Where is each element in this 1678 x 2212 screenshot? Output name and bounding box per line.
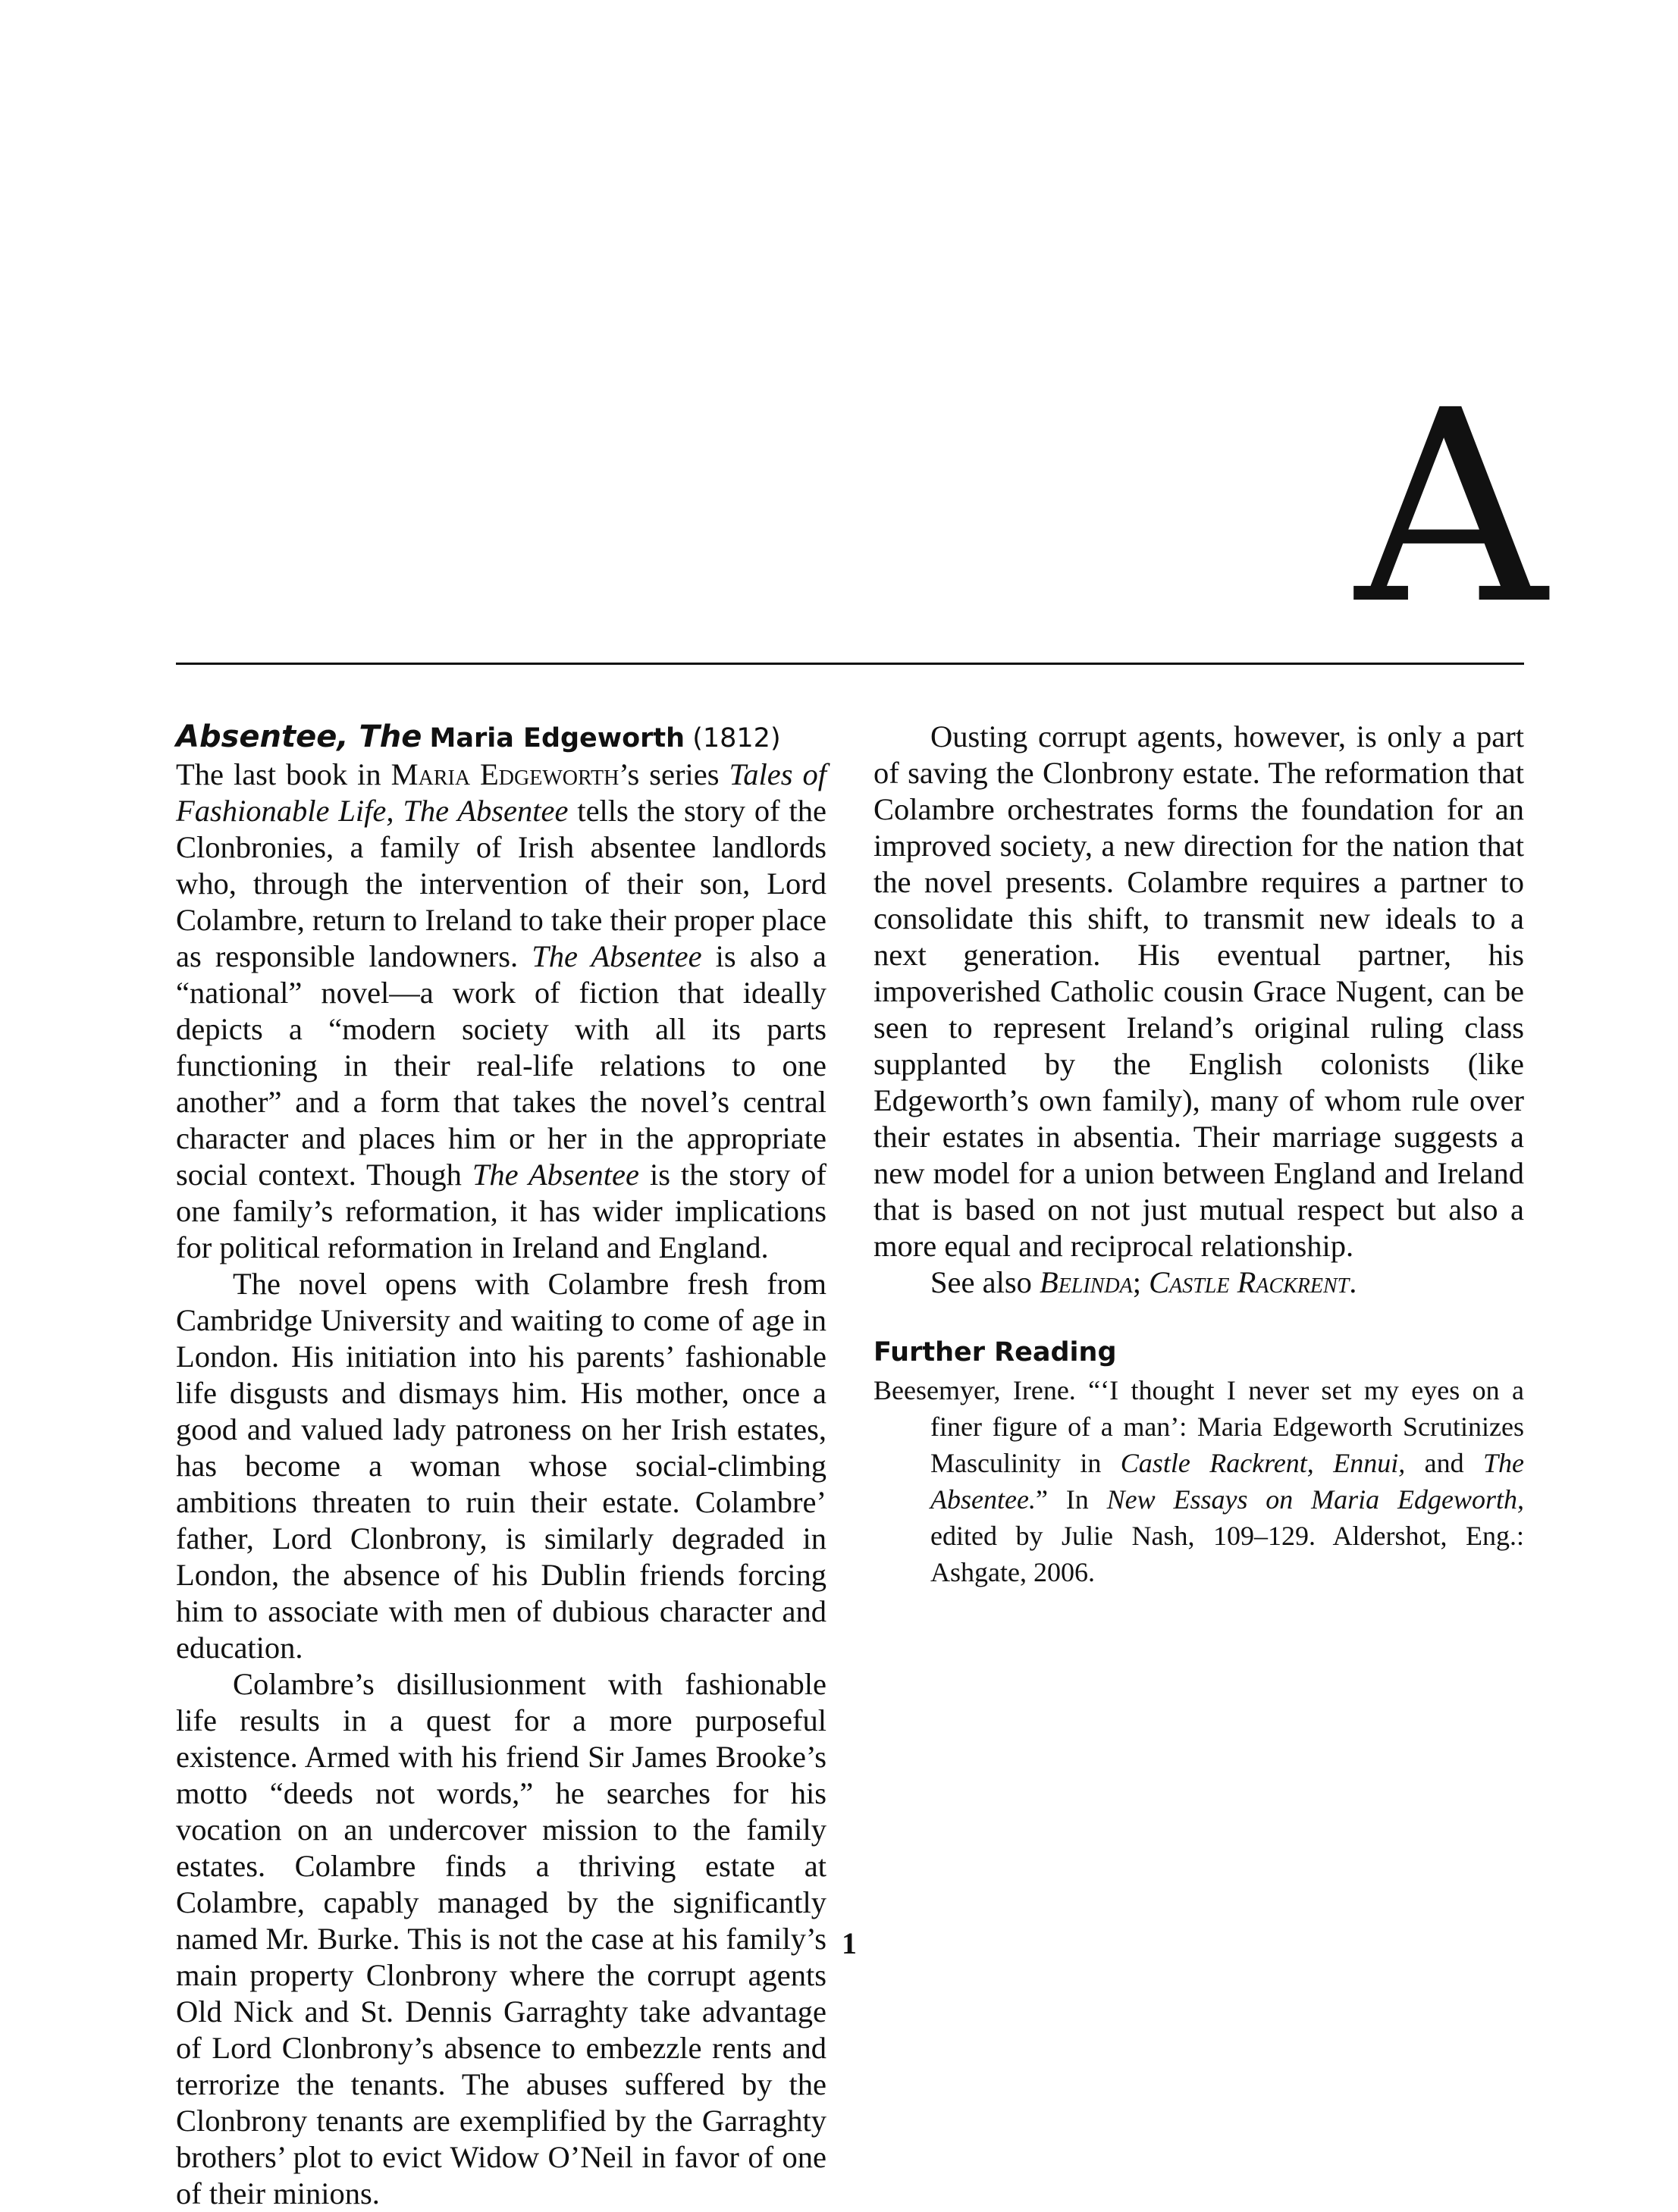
entry-year: (1812) (692, 723, 781, 754)
entry-title: Absentee, The (176, 719, 422, 754)
paragraph-1: The last book in Maria Edgeworth’s series Tales of Fashionable Life, The Absentee tells the story of the Clonbronies, a family of Irish absentee landlords who, through the intervention of their son, Lord Colambre, return to Ireland to take their proper place as responsible landowners. The Absentee is also a “national” novel—a work of fiction that ideally depicts a “modern society with all its parts functioning in their real-life relations to one another” and a form that takes the novel’s central character and places him or her in the appropriate social context. Though The Absentee is the story of one family’s reformation, it has wider implications for political reformation in Ireland and England. (176, 757, 827, 1264)
see-also-ref-belinda[interactable]: Belinda (1039, 1265, 1133, 1299)
entry-heading (176, 719, 826, 757)
bibliography-entry: Beesemyer, Irene. “‘I thought I never set my eyes on a finer figure of a man’: Maria Edgeworth Scrutinizes Masculinity in Castle Rackrent, Ennui, and The Absentee.” In New Essays on Maria Edgeworth, edited by Julie Nash, 109–129. Aldershot, Eng.: Ashgate, 2006. (874, 1375, 1524, 1587)
paragraph-2: The novel opens with Colambre fresh from Cambridge University and waiting to come of age in London. His initiation into his parents’ fashionable life disgusts and dismays him. His mother, once a good and valued lady patroness on her Irish estates, has become a woman whose social-climbing ambitions threaten to ruin their estate. Colambre’ father, Lord Clonbrony, is similarly degraded in London, the absence of his Dublin friends forcing him to associate with men of dubious character and education. (176, 1267, 826, 1665)
author-crossref: Maria Edgeworth (390, 757, 619, 791)
header-rule (176, 663, 1524, 665)
further-reading-heading: Further Reading (874, 1337, 1117, 1368)
paragraph-3: Colambre’s disillusionment with fashionable life results in a quest for a more purposeful existence. Armed with his friend Sir James Brooke’s motto “deeds not words,” he searches for his vocation on an undercover mission to the family estates. Colambre finds a thriving estate at Colambre, capably managed by the significantly named Mr. Burke. This is not the case at his family’s main property Clonbrony where the corrupt agents Old Nick and St. Dennis Garraghty take advantage of Lord Clonbrony’s absence to embezzle rents and terrorize the tenants. The abuses suffered by the Clonbrony tenants are exemplified by the Garraghty brothers’ plot to evict Widow O’Neil in favor of one of their minions. (176, 1667, 826, 2210)
right-column (874, 719, 1524, 1590)
see-also-ref-castle-rackrent[interactable]: Castle Rackrent (1149, 1265, 1350, 1299)
book-title: The Absentee (472, 1158, 640, 1192)
section-letter: A (1355, 353, 1547, 663)
see-also: See also Belinda; Castle Rackrent. (930, 1265, 1357, 1299)
paragraph-4: Ousting corrupt agents, however, is only a part of saving the Clonbrony estate. The reformation that Colambre orchestrates forms the foundation for an improved society, a new direction for the nation that the novel presents. Colambre requires a partner to consolidate this shift, to transmit new ideals to a next generation. His eventual partner, his impoverished Catholic cousin Grace Nugent, can be seen to represent Ireland’s original ruling class supplanted by the English colonists (like Edgeworth’s own family), many of whom rule over their estates in absentia. Their marriage suggests a new model for a union between England and Ireland that is based on not just mutual respect but also a more equal and reciprocal relationship. (874, 719, 1524, 1263)
page-number: 1 (842, 1926, 857, 1960)
entry-author: Maria Edgeworth (429, 723, 685, 754)
book-title: The Absentee (532, 939, 702, 973)
left-column (176, 719, 826, 2212)
series-title: Tales of Fashionable Life, The Absentee (176, 757, 826, 828)
